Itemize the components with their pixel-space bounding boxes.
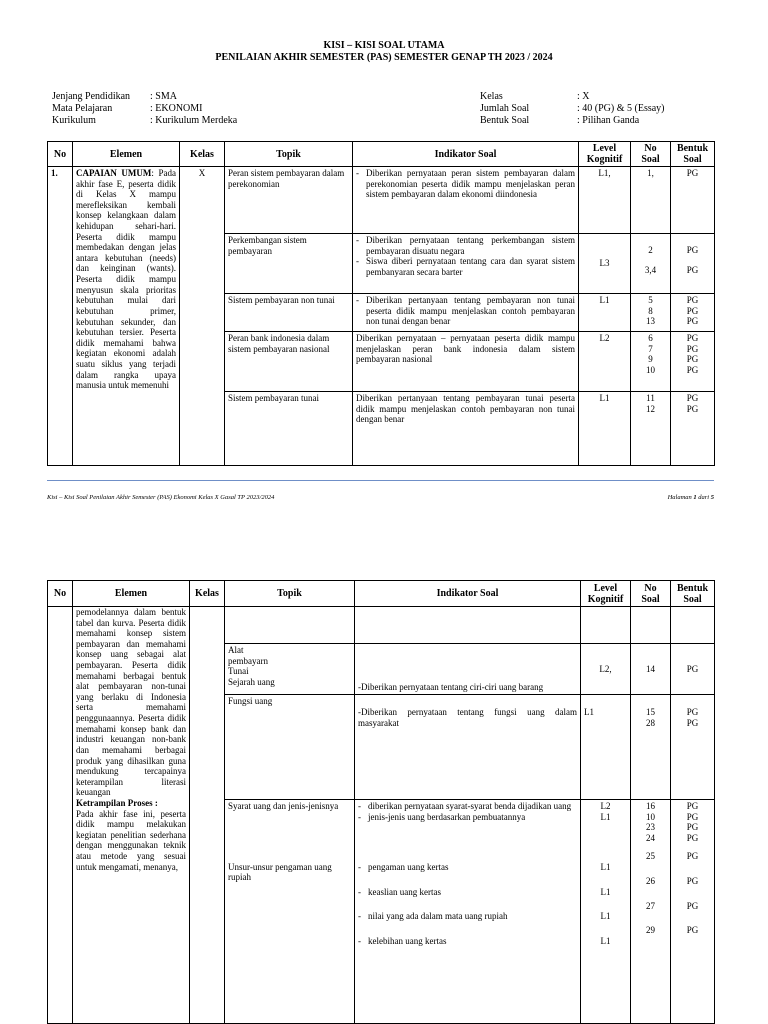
elemen-text: Pada akhir fase ini, peserta didik mampu melakukan kegiatan penelitian sederhana dengan menggunakan teknik atau metode yang sesuai untuk mengamati, menanya, bbox=[76, 808, 186, 872]
bentuk-item: PG bbox=[686, 343, 699, 354]
bentuk-item: PG bbox=[686, 822, 699, 833]
bentuk-item: PG bbox=[686, 316, 699, 327]
indikator-item: nilai yang ada dalam mata uang rupiah bbox=[368, 911, 508, 922]
nosoal-item: 13 bbox=[646, 316, 655, 327]
nosoal-item: 11 bbox=[646, 393, 655, 403]
nosoal-item: 7 bbox=[648, 343, 653, 354]
topik-cell: Peran bank indonesia dalam sistem pembayaran nasional bbox=[225, 332, 353, 392]
meta-right bbox=[480, 91, 665, 127]
col-header-kelas: Kelas bbox=[190, 581, 225, 607]
indikator-cell: - diberikan pernyataan syarat-syarat benda dijadikan uang - jenis-jenis uang berdasarkan pembuatannya - pengaman uang kertas - keaslian uang kertas - nilai yang ada dalam mata uang rupiah - kelebihan uang kertas bbox=[355, 800, 581, 1024]
topik-cell: Fungsi uang bbox=[225, 695, 355, 800]
col-header-topik: Topik bbox=[225, 581, 355, 607]
bentuk-cell: PG bbox=[671, 644, 715, 695]
indikator-cell bbox=[355, 607, 581, 644]
level-item: L1 bbox=[600, 936, 611, 947]
indikator-cell: -Diberikan pernyataan tentang ciri-ciri uang barang bbox=[355, 644, 581, 695]
meta-key: Kurikulum bbox=[52, 115, 96, 126]
meta-value: : EKONOMI bbox=[150, 103, 203, 114]
col-header-level: Level Kognitif bbox=[579, 142, 631, 167]
bentuk-item: PG bbox=[686, 403, 699, 414]
level-cell bbox=[581, 607, 631, 644]
footer-page-sep: dari bbox=[698, 494, 710, 501]
indikator-item: Diberikan pernyataan peran sistem pembayaran dalam perekonomian peserta didik mampu menjelaskan peran sistem pembayaran dalam ekonomi diindonesia bbox=[366, 168, 575, 200]
bentuk-item: PG bbox=[686, 264, 699, 275]
nosoal-cell: 14 bbox=[631, 644, 671, 695]
col-header-no: No bbox=[48, 581, 73, 607]
indikator-item: diberikan pernyataan syarat-syarat benda dijadikan uang bbox=[368, 801, 572, 811]
nosoal-item: 6 bbox=[648, 333, 653, 343]
topik-cell: Sistem pembayaran non tunai bbox=[225, 294, 353, 332]
meta-key: Jenjang Pendidikan bbox=[52, 91, 131, 102]
kisi-table-page-1 bbox=[47, 141, 715, 466]
col-header-elemen: Elemen bbox=[73, 142, 180, 167]
nosoal-cell bbox=[631, 392, 671, 466]
topik-cell bbox=[225, 800, 355, 1024]
meta-key: Mata Pelajaran bbox=[52, 103, 113, 114]
col-header-elemen: Elemen bbox=[73, 581, 190, 607]
bentuk-item: PG bbox=[686, 900, 699, 911]
table-header-row bbox=[48, 581, 715, 607]
indikator-cell: - Diberikan pernyataan tentang perkembangan sistem pembayaran disuatu negara - Siswa diberi pernyataan tentang cara dan syarat sistem pembanyaran secara barter bbox=[353, 234, 579, 294]
kelas-cell: X bbox=[180, 167, 225, 466]
footer-page-number bbox=[668, 494, 714, 502]
bentuk-cell bbox=[671, 332, 715, 392]
level-cell: L2 bbox=[579, 332, 631, 392]
col-header-kelas: Kelas bbox=[180, 142, 225, 167]
col-header-nosoal: No Soal bbox=[631, 142, 671, 167]
col-header-bentuk: Bentuk Soal bbox=[671, 142, 715, 167]
nosoal-item: 10 bbox=[646, 811, 655, 822]
footer-left-text: Kisi – Kisi Soal Penilaian Akhir Semester (PAS) Ekonomi Kelas X Gasal TP 2023/2024 bbox=[47, 494, 275, 501]
meta-value: : SMA bbox=[150, 91, 177, 102]
level-cell: L2, bbox=[581, 644, 631, 695]
nosoal-item: 2 bbox=[648, 245, 653, 255]
level-cell bbox=[581, 800, 631, 1024]
bentuk-item: PG bbox=[686, 305, 699, 316]
kelas-cell bbox=[190, 607, 225, 1024]
topik-line: Alat bbox=[228, 645, 244, 655]
nosoal-item: 5 bbox=[648, 295, 653, 305]
meta-value: : X bbox=[577, 91, 590, 102]
meta-key: Bentuk Soal bbox=[480, 115, 530, 126]
bentuk-item: PG bbox=[686, 707, 699, 717]
nosoal-item: 10 bbox=[646, 364, 655, 375]
meta-value: : 40 (PG) & 5 (Essay) bbox=[577, 103, 665, 114]
nosoal-cell bbox=[631, 234, 671, 294]
indikator-item: keaslian uang kertas bbox=[368, 886, 441, 897]
level-cell: L1, bbox=[579, 167, 631, 234]
nosoal-item: 3,4 bbox=[644, 264, 657, 275]
meta-left bbox=[52, 91, 237, 127]
nosoal-cell bbox=[631, 294, 671, 332]
nosoal-cell bbox=[631, 695, 671, 800]
elemen-cell bbox=[73, 607, 190, 1024]
nosoal-item: 29 bbox=[646, 925, 655, 936]
topik-line: Tunai bbox=[228, 666, 249, 677]
col-header-level: Level Kognitif bbox=[581, 581, 631, 607]
bentuk-cell bbox=[671, 294, 715, 332]
indikator-item: jenis-jenis uang berdasarkan pembuatannya bbox=[368, 811, 526, 822]
topik-line: pembayarn bbox=[228, 655, 268, 666]
table-row bbox=[48, 167, 715, 234]
indikator-item: kelebihan uang kertas bbox=[368, 936, 447, 947]
nosoal-item: 12 bbox=[646, 403, 655, 414]
nosoal-cell bbox=[631, 800, 671, 1024]
bentuk-cell bbox=[671, 234, 715, 294]
topik-line: Syarat uang dan jenis-jenisnya bbox=[228, 801, 339, 811]
footer-page-current: 1 bbox=[693, 494, 697, 501]
nosoal-item: 15 bbox=[646, 707, 655, 717]
bentuk-cell: PG bbox=[671, 167, 715, 234]
bentuk-cell bbox=[671, 800, 715, 1024]
meta-value: : Kurikulum Merdeka bbox=[150, 115, 238, 126]
elemen-cell bbox=[73, 167, 180, 466]
table-header-row bbox=[48, 142, 715, 167]
bentuk-item: PG bbox=[686, 364, 699, 375]
footer-divider bbox=[47, 480, 714, 481]
level-item: L1 bbox=[600, 911, 611, 922]
page-gap bbox=[0, 512, 768, 578]
nosoal-cell bbox=[631, 607, 671, 644]
nosoal-item: 16 bbox=[646, 801, 655, 811]
bentuk-item: PG bbox=[686, 717, 699, 728]
col-header-topik: Topik bbox=[225, 142, 353, 167]
col-header-nosoal: No Soal bbox=[631, 581, 671, 607]
col-header-no: No bbox=[48, 142, 73, 167]
indikator-cell: - Diberikan pertanyaan tentang pembayaran non tunai peserta didik mampu menjelaskan contoh pembayaran non tunai dengan benar bbox=[353, 294, 579, 332]
indikator-cell: - Diberikan pernyataan peran sistem pembayaran dalam perekonomian peserta didik mampu menjelaskan peran sistem pembayaran dalam ekonomi diindonesia bbox=[353, 167, 579, 234]
level-item: L1 bbox=[600, 862, 611, 873]
nosoal-item: 25 bbox=[646, 851, 655, 862]
bentuk-item: PG bbox=[686, 811, 699, 822]
indikator-item: pengaman uang kertas bbox=[368, 862, 449, 873]
bentuk-item: PG bbox=[686, 354, 699, 365]
col-header-indikator: Indikator Soal bbox=[353, 142, 579, 167]
bentuk-item: PG bbox=[686, 925, 699, 936]
topik-cell: Perkembangan sistem pembayaran bbox=[225, 234, 353, 294]
level-item: L2 bbox=[600, 801, 611, 811]
elemen-text: pemodelannya dalam bentuk tabel dan kurva. Peserta didik memahami konsep sistem pembayaran dan memahami konsep uang sebagai alat pembayaran. Peserta didik memahami berbagai bentuk alat pembayaran non-tunai yang berlaku di Indonesia serta memahami penggunaannya. Peserta didik memahami konsep bank dan industri keuangan non-bank dan memahami berbagai produk yang dihasilkan guna mendukung tercapainya keterampilan literasi keuangan bbox=[76, 607, 186, 798]
col-header-indikator: Indikator Soal bbox=[355, 581, 581, 607]
elemen-text: : Pada akhir fase E, peserta didik di Kelas X mampu merefleksikan kembali konsep kelangkaan dalam kehidupan sehari-hari. Peserta didik mampu membedakan dengan jelas antara kebutuhan (needs) dan keinginan (wants). Peserta didik mampu menyusun skala prioritas kebutuhan mulai dari kebutuhan primer, kebutuhan sekunder, dan kebutuhan tersier. Peserta didik memahami bahwa kegiatan ekonomi adalah suatu siklus yang terjadi dalam rangka upaya manusia untuk memenuhi bbox=[76, 168, 176, 391]
indikator-item: Diberikan pernyataan tentang perkembangan sistem pembayaran disuatu negara bbox=[366, 235, 575, 256]
bentuk-item: PG bbox=[686, 801, 699, 811]
nosoal-cell bbox=[631, 332, 671, 392]
level-cell: L1 bbox=[579, 294, 631, 332]
topik-line: Sejarah uang bbox=[228, 676, 275, 687]
elemen-heading: CAPAIAN UMUM bbox=[76, 168, 152, 178]
level-cell: L1 bbox=[579, 392, 631, 466]
topik-cell bbox=[225, 644, 355, 695]
bentuk-cell bbox=[671, 392, 715, 466]
topik-cell: Sistem pembayaran tunai bbox=[225, 392, 353, 466]
footer-page-total: 5 bbox=[710, 494, 714, 501]
bentuk-item: PG bbox=[686, 832, 699, 843]
row-number: 1. bbox=[48, 167, 73, 466]
nosoal-item: 28 bbox=[646, 717, 655, 728]
nosoal-item: 23 bbox=[646, 822, 655, 833]
bentuk-cell bbox=[671, 607, 715, 644]
meta-value: : Pilihan Ganda bbox=[577, 115, 640, 126]
row-number bbox=[48, 607, 73, 1024]
nosoal-item: 8 bbox=[648, 305, 653, 316]
level-cell: L1 bbox=[581, 695, 631, 800]
title-line-1: KISI – KISI SOAL UTAMA bbox=[323, 40, 445, 51]
nosoal-item: 9 bbox=[648, 354, 653, 365]
bentuk-item: PG bbox=[686, 245, 699, 255]
meta-key: Kelas bbox=[480, 91, 503, 102]
topik-cell bbox=[225, 607, 355, 644]
topik-cell: Peran sistem pembayaran dalam perekonomian bbox=[225, 167, 353, 234]
footer-page-label: Halaman bbox=[667, 494, 692, 501]
bentuk-cell bbox=[671, 695, 715, 800]
bentuk-item: PG bbox=[686, 295, 699, 305]
nosoal-item: 24 bbox=[646, 832, 655, 843]
indikator-cell: Diberikan pertanyaan tentang pembayaran tunai peserta didik mampu menjelaskan contoh pembayaran non tunai dengan benar bbox=[353, 392, 579, 466]
title-line-2: PENILAIAN AKHIR SEMESTER (PAS) SEMESTER GENAP TH 2023 / 2024 bbox=[215, 52, 553, 63]
bentuk-item: PG bbox=[686, 333, 699, 343]
topik-line: Unsur-unsur pengaman uang rupiah bbox=[228, 861, 332, 883]
level-cell: L3 bbox=[579, 234, 631, 294]
col-header-bentuk: Bentuk Soal bbox=[671, 581, 715, 607]
page-footer bbox=[47, 494, 714, 502]
level-item: L1 bbox=[600, 811, 611, 822]
elemen-heading: Ketrampilan Proses : bbox=[76, 797, 158, 808]
indikator-item: Siswa diberi pernyataan tentang cara dan syarat sistem pembanyaran secara barter bbox=[366, 256, 575, 277]
indikator-cell: -Diberikan pernyataan tentang fungsi uang dalam masyarakat bbox=[355, 695, 581, 800]
indikator-cell: Diberikan pernyataan – pernyataan peserta didik mampu menjelaskan peran bank indonesia dalam sistem pembayaran nasional bbox=[353, 332, 579, 392]
kisi-table-page-2 bbox=[47, 580, 715, 1024]
bentuk-item: PG bbox=[686, 876, 699, 887]
nosoal-cell: 1, bbox=[631, 167, 671, 234]
indikator-item: Diberikan pertanyaan tentang pembayaran non tunai peserta didik mampu menjelaskan contoh pembayaran non tunai dengan benar bbox=[366, 295, 575, 327]
bentuk-item: PG bbox=[686, 851, 699, 862]
table-row bbox=[48, 607, 715, 644]
bentuk-item: PG bbox=[686, 393, 699, 403]
level-item: L1 bbox=[600, 886, 611, 897]
nosoal-item: 27 bbox=[646, 900, 655, 911]
document-title bbox=[0, 40, 768, 64]
meta-key: Jumlah Soal bbox=[480, 103, 530, 114]
nosoal-item: 26 bbox=[646, 876, 655, 887]
